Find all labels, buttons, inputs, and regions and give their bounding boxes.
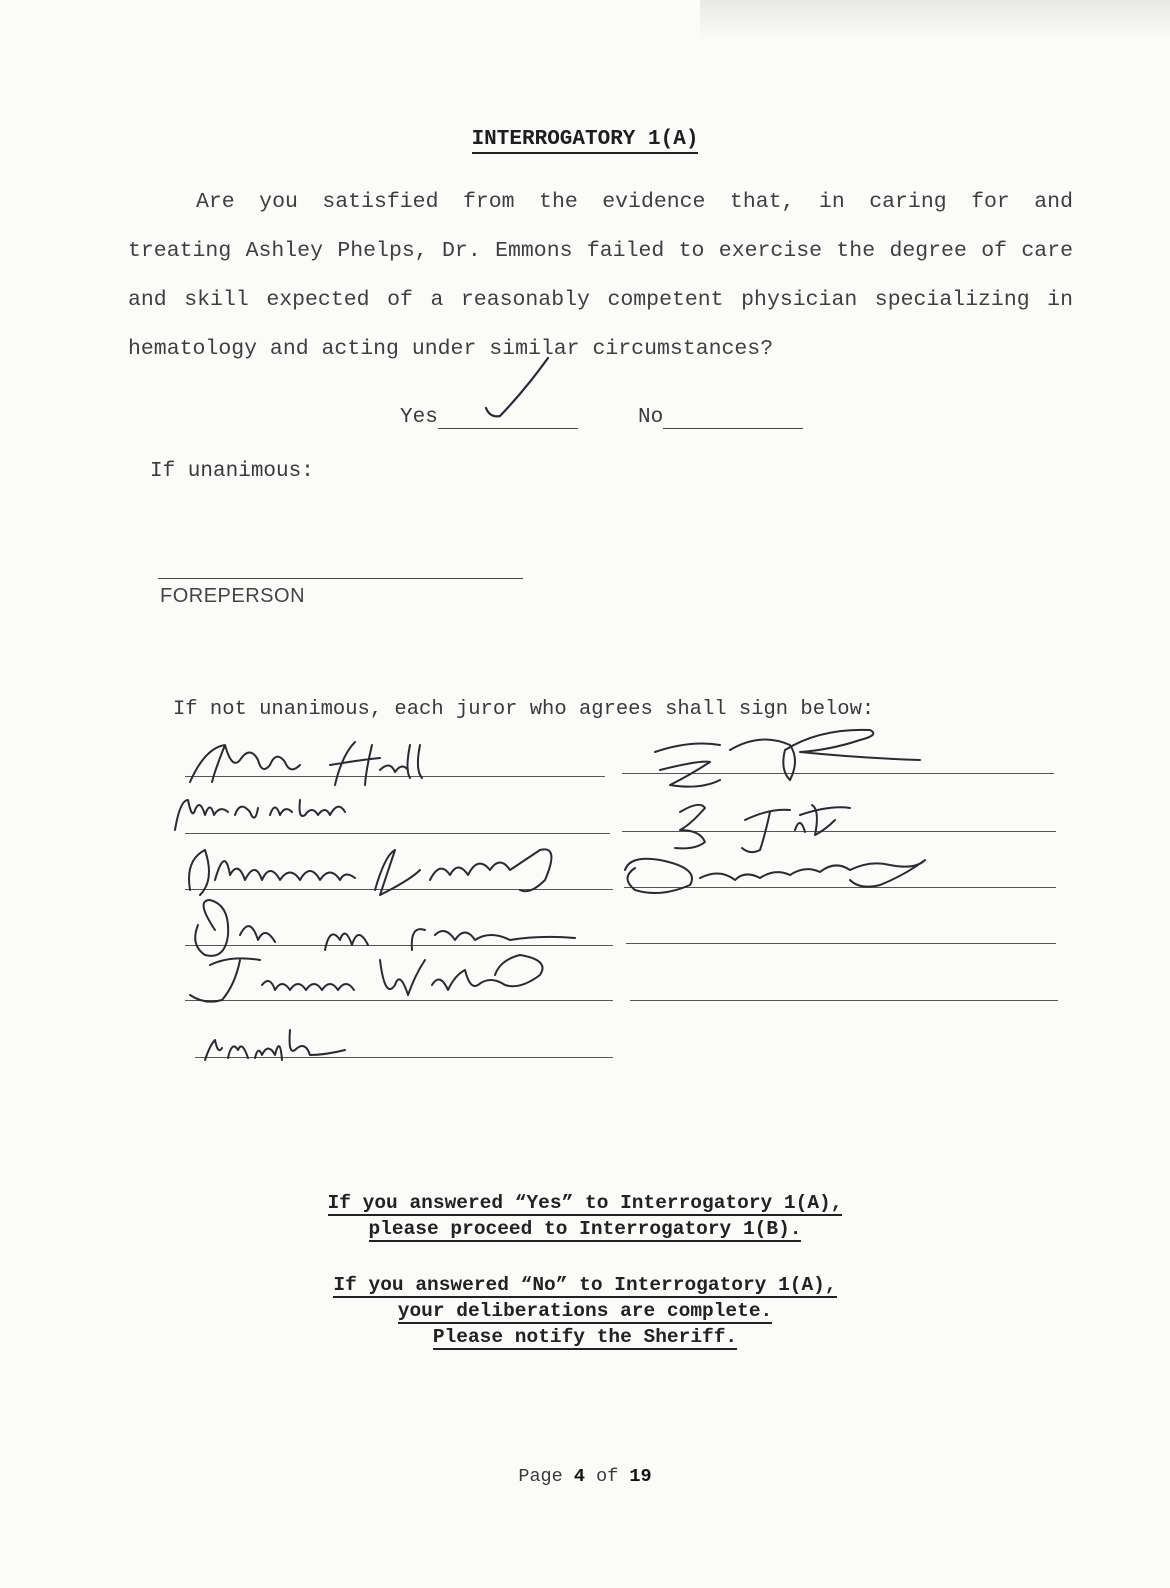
checkmark-icon xyxy=(486,358,548,416)
page-number xyxy=(0,1466,1170,1487)
signature-anna-white xyxy=(175,800,345,830)
foreperson-label: FOREPERSON xyxy=(160,585,306,607)
page-of: of xyxy=(596,1466,619,1487)
no-instruction-line-2: your deliberations are complete. xyxy=(397,1300,773,1322)
page-current: 4 xyxy=(573,1466,585,1487)
signature-right-3 xyxy=(625,859,925,893)
no-instruction xyxy=(0,1272,1170,1350)
no-label: No xyxy=(638,406,664,429)
yes-label: Yes xyxy=(400,406,438,429)
signature-nick-hall xyxy=(190,742,422,785)
no-instruction-line-3: Please notify the Sheriff. xyxy=(432,1326,738,1348)
signature-john-m-cross xyxy=(195,900,575,956)
not-unanimous-label: If not unanimous, each juror who agrees shall sign below: xyxy=(173,698,875,721)
no-instruction-line-1: If you answered “No” to Interrogatory 1(A), xyxy=(333,1274,837,1296)
interrogatory-question: Are you satisfied from the evidence that, in caring for and treating Ashley Phelps, Dr. Emmons failed to exercise the degree of care and skill expected of a reasonably competent physician specializing in hematology and acting under similar circumstances? xyxy=(128,190,1073,361)
signature-shannon-lyells xyxy=(189,849,551,895)
title-text: INTERROGATORY 1(A) xyxy=(472,128,699,154)
signature-tiwanna-watts xyxy=(190,955,543,1002)
signature-right-2 xyxy=(675,805,850,852)
page-total: 19 xyxy=(629,1466,652,1487)
yes-instruction xyxy=(0,1190,1170,1242)
page-prefix: Page xyxy=(518,1466,563,1487)
yes-instruction-line-2: please proceed to Interrogatory 1(B). xyxy=(368,1218,802,1240)
unanimous-label: If unanimous: xyxy=(150,460,314,483)
signature-right-1 xyxy=(655,730,920,787)
signature-initials xyxy=(205,1030,345,1060)
yes-instruction-line-1: If you answered “Yes” to Interrogatory 1(A), xyxy=(327,1192,843,1214)
